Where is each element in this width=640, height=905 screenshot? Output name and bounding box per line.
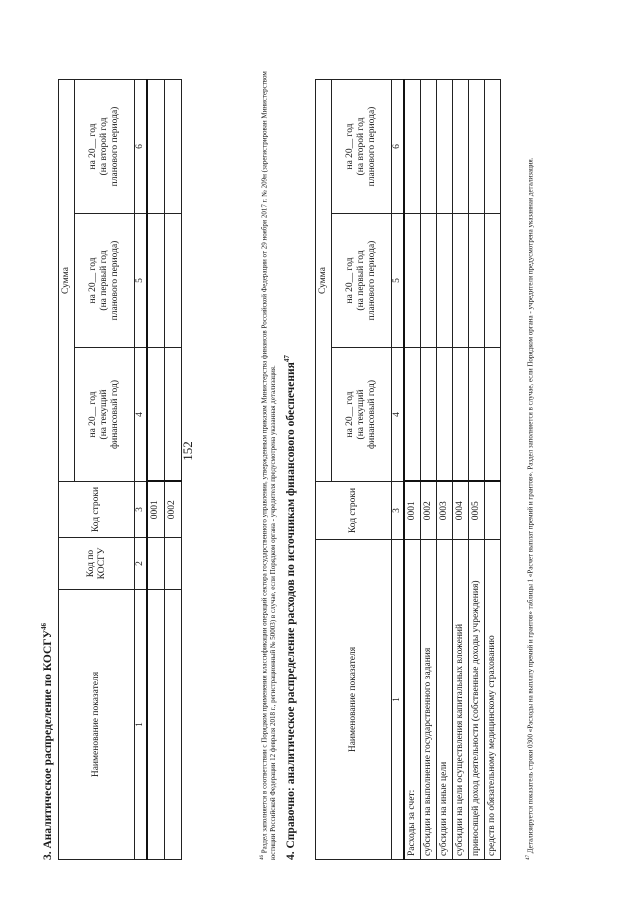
value-cell — [484, 214, 500, 348]
col-head-sum: Сумма — [316, 79, 332, 481]
footnote-47-text: Детализируется показатель строки 0300 «Расходы на выплату премий и грантов» таблицы 1 «Расчет выплат премий и грантов». Раздел заполняется в случае, если Порядком органа - учредителя предусмотрена указанная детализация. — [526, 157, 535, 854]
table-row — [404, 79, 420, 859]
row-code-cell — [484, 482, 500, 540]
col-head-year-1-l2: (на текущий — [99, 389, 109, 440]
financing-sources-table — [315, 79, 501, 860]
col-head-kosgu: Код по КОСГУ — [59, 538, 135, 590]
col-head-sum: Сумма — [59, 79, 75, 481]
row-code-cell: 0004 — [452, 482, 468, 540]
col-head-year-3-l3: планового периода) — [110, 106, 120, 187]
kosgu-table — [58, 79, 182, 860]
col-head-year-1-l3: финансовый год) — [110, 379, 120, 450]
value-cell — [452, 348, 468, 482]
col-head-name: Наименование показателя — [59, 590, 135, 860]
section-4-title-text: 4. Справочно: аналитическое распределение расходов по источникам финансового обеспечения — [284, 362, 297, 860]
col-head-code: Код строки — [316, 482, 392, 540]
col-head-year-2-l2: (на первый год — [356, 250, 366, 311]
value-cell — [147, 79, 164, 213]
col-head-name: Наименование показателя — [316, 540, 392, 860]
value-cell — [420, 214, 436, 348]
row-name-cell: субсидии на цели осуществления капитальных вложений — [452, 540, 468, 860]
column-number-row — [392, 79, 405, 859]
col-head-year-3-l2: (на второй год — [99, 117, 109, 176]
row-name-cell: субсидии на иные цели — [436, 540, 452, 860]
value-cell — [164, 348, 181, 482]
footnote-47-mark: 47 — [526, 855, 531, 860]
col-num: 1 — [135, 590, 148, 860]
col-num: 3 — [392, 482, 405, 540]
footnote-46-text: Раздел заполняется в соответствии с Порядком применения классификации операций сектора государственного управления, утвержденным приказом Министерства финансов Российской Федерации от 29 ноября 2017 г. № 209н (зарегистрирован Министерством юстиции Российской Федерации 12 февраля 2018 г., регистрационный № 50003) в случае, если Порядком органа - учредителя предусмотрена указанная детализация. — [260, 71, 278, 860]
value-cell — [484, 348, 500, 482]
row-code-cell: 0001 — [147, 482, 164, 538]
section-3-title — [40, 80, 54, 860]
col-head-year-1 — [332, 348, 392, 482]
value-cell — [484, 79, 500, 213]
row-kosgu-cell — [147, 538, 164, 590]
col-head-year-2-l3: планового периода) — [110, 240, 120, 321]
col-num: 4 — [135, 348, 148, 482]
col-num: 5 — [135, 214, 148, 348]
col-head-year-3 — [75, 79, 135, 213]
table-row — [164, 79, 181, 859]
col-head-year-1-l1: на 20__ год — [88, 391, 98, 438]
row-code-cell: 0003 — [436, 482, 452, 540]
section-4-title — [283, 80, 297, 860]
value-cell — [164, 214, 181, 348]
table-row — [484, 79, 500, 859]
row-name-cell: Расходы за счет: — [404, 540, 420, 860]
table-row — [436, 79, 452, 859]
col-head-year-2 — [75, 214, 135, 348]
value-cell — [436, 348, 452, 482]
col-head-year-1-l1: на 20__ год — [345, 391, 355, 438]
col-head-year-2 — [332, 214, 392, 348]
row-name-cell: субсидии на выполнение государственного задания — [420, 540, 436, 860]
value-cell — [420, 348, 436, 482]
row-name-cell — [164, 590, 181, 860]
row-code-cell: 0002 — [164, 482, 181, 538]
table-row — [452, 79, 468, 859]
rotated-page-content — [40, 40, 560, 860]
footnote-46-ref: 46 — [40, 622, 48, 630]
page-number: 152 — [180, 441, 195, 461]
value-cell — [147, 348, 164, 482]
value-cell — [147, 214, 164, 348]
footnote-47-ref: 47 — [283, 355, 291, 363]
value-cell — [468, 79, 484, 213]
column-number-row — [135, 79, 148, 859]
row-name-cell: средств по обязательному медицинскому страхованию — [484, 540, 500, 860]
value-cell — [452, 79, 468, 213]
table-row — [468, 79, 484, 859]
row-kosgu-cell — [164, 538, 181, 590]
col-num: 2 — [135, 538, 148, 590]
value-cell — [404, 348, 420, 482]
row-name-cell — [147, 590, 164, 860]
col-num: 4 — [392, 348, 405, 482]
value-cell — [420, 79, 436, 213]
col-head-year-2-l2: (на первый год — [99, 250, 109, 311]
col-head-year-3-l2: (на второй год — [356, 117, 366, 176]
value-cell — [404, 79, 420, 213]
value-cell — [436, 214, 452, 348]
table-row — [147, 79, 164, 859]
value-cell — [468, 348, 484, 482]
col-num: 6 — [135, 79, 148, 213]
col-head-year-1-l2: (на текущий — [356, 389, 366, 440]
col-num: 5 — [392, 214, 405, 348]
row-code-cell: 0001 — [404, 482, 420, 540]
row-name-cell: приносящей доход деятельности (собственные доходы учреждения) — [468, 540, 484, 860]
footnote-46-mark: 46 — [260, 855, 265, 860]
col-head-year-3 — [332, 79, 392, 213]
value-cell — [468, 214, 484, 348]
value-cell — [404, 214, 420, 348]
col-num: 1 — [392, 540, 405, 860]
col-head-year-1-l3: финансовый год) — [367, 379, 377, 450]
row-code-cell: 0002 — [420, 482, 436, 540]
col-head-year-2-l1: на 20__ год — [345, 257, 355, 304]
value-cell — [164, 79, 181, 213]
col-head-year-3-l1: на 20__ год — [345, 123, 355, 170]
col-head-year-3-l3: планового периода) — [367, 106, 377, 187]
section-3-title-text: 3. Аналитическое распределение по КОСГУ — [41, 629, 54, 860]
footnote-46 — [258, 70, 278, 860]
row-code-cell: 0005 — [468, 482, 484, 540]
col-head-year-3-l1: на 20__ год — [88, 123, 98, 170]
col-head-year-2-l1: на 20__ год — [88, 257, 98, 304]
value-cell — [452, 214, 468, 348]
col-num: 6 — [392, 79, 405, 213]
col-head-year-1 — [75, 348, 135, 482]
table-row — [420, 79, 436, 859]
col-num: 3 — [135, 482, 148, 538]
footnote-47 — [524, 70, 535, 860]
col-head-code: Код строки — [59, 482, 135, 538]
col-head-year-2-l3: планового периода) — [367, 240, 377, 321]
value-cell — [436, 79, 452, 213]
